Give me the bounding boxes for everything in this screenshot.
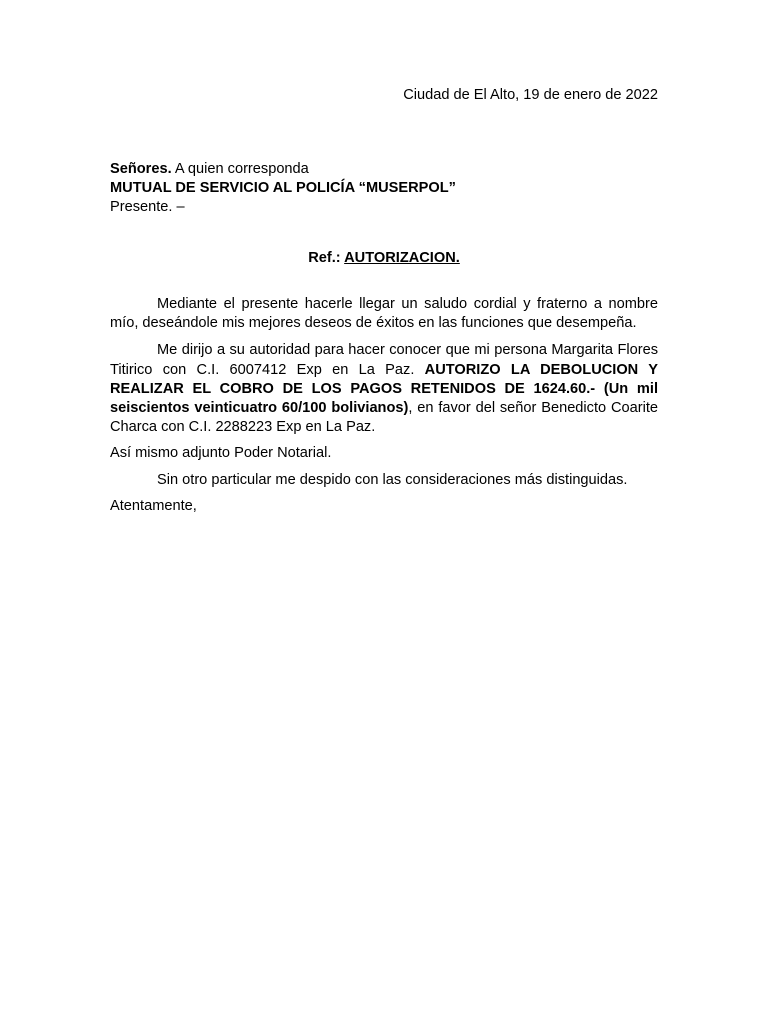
ref-value: AUTORIZACION. xyxy=(344,250,460,266)
presente-line: Presente. – xyxy=(110,199,185,216)
authorization-bold: AUTORIZO LA DEBOLUCION Y REALIZAR EL COBRO DE LOS PAGOS RETENIDOS DE 1624.60.- (Un mil seiscientos veinticuatro 60/100 bolivianos) xyxy=(110,361,658,417)
paragraph-authorization xyxy=(110,341,658,437)
closing-line: Atentamente, xyxy=(110,497,197,514)
ref-label: Ref.: xyxy=(308,250,341,266)
authorization-text-2: , en favor del señor Benedicto Coarite Charca con C.I. 2288223 Exp en La Paz. xyxy=(110,400,659,436)
salutation-rest: A quien corresponda xyxy=(171,161,309,177)
paragraph-farewell: Sin otro particular me despido con las consideraciones más distinguidas. xyxy=(157,471,628,488)
authorization-text-1: Me dirijo a su autoridad para hacer conocer que mi persona Margarita Flores Titirico con C.I. 6007412 Exp en La Paz. xyxy=(110,342,658,378)
salutation-label: Señores. xyxy=(110,161,172,177)
paragraph-attachment: Así mismo adjunto Poder Notarial. xyxy=(110,445,332,462)
letter-body xyxy=(110,295,658,523)
date-line: Ciudad de El Alto, 19 de enero de 2022 xyxy=(403,87,658,103)
salutation-line xyxy=(110,160,658,179)
reference-line xyxy=(110,249,658,268)
addressee-block xyxy=(110,160,658,218)
organization-name: MUTUAL DE SERVICIO AL POLICÍA “MUSERPOL” xyxy=(110,180,456,197)
paragraph-greeting: Mediante el presente hacerle llegar un saludo cordial y fraterno a nombre mío, deseándole mis mejores deseos de éxitos en las funciones que desempeña. xyxy=(110,296,658,332)
